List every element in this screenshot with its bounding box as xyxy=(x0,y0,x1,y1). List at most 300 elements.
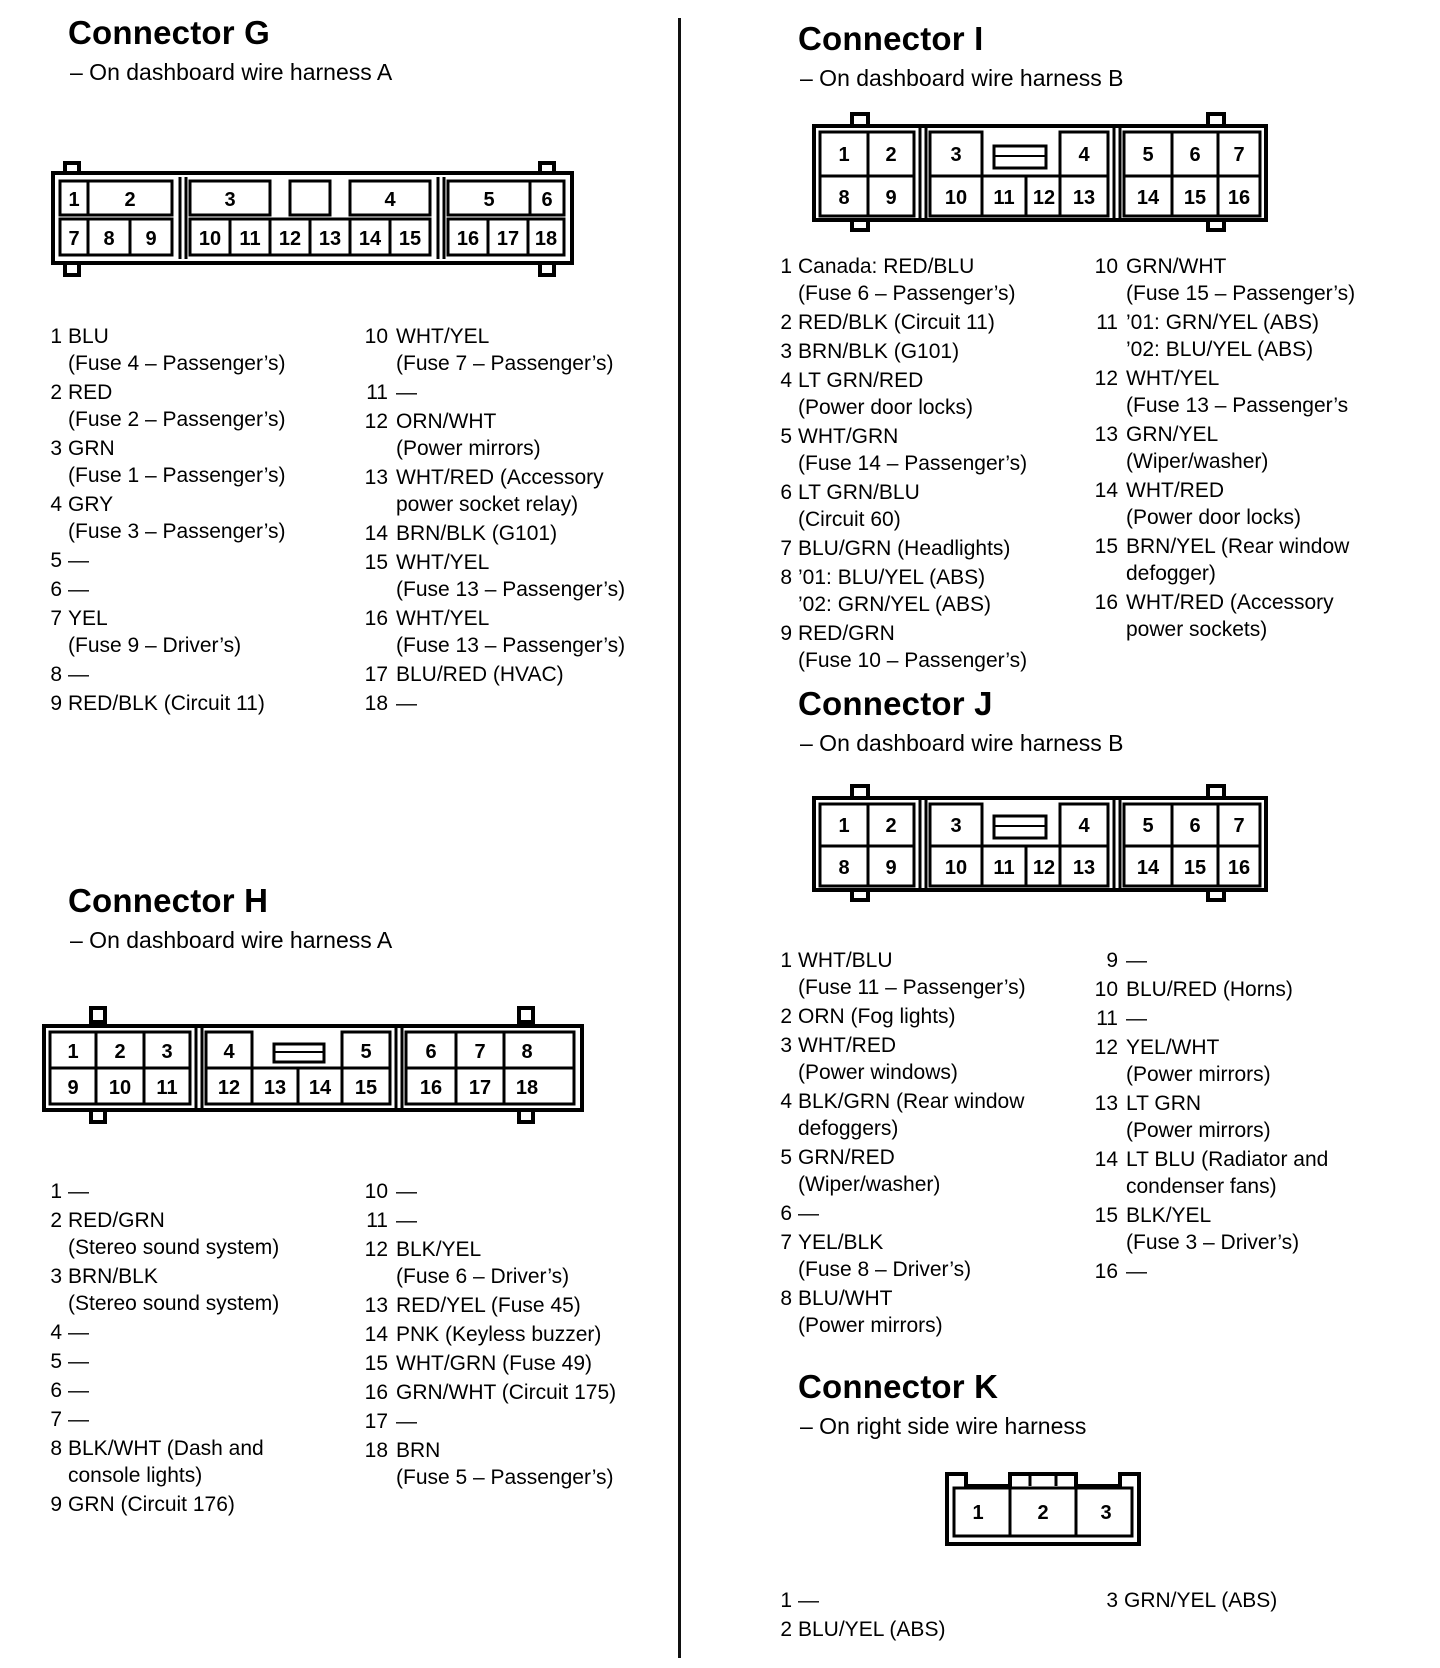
connector-i-diagram xyxy=(810,114,1270,234)
pin-number: 1 xyxy=(780,255,792,278)
pin-description: LT GRN/BLU (Circuit 60) xyxy=(798,481,920,531)
pin-entry xyxy=(44,690,286,717)
pin-description: — xyxy=(1126,949,1147,972)
connector-g-subtitle: – On dashboard wire harness A xyxy=(70,59,393,85)
pin-description: WHT/GRN (Fuse 49) xyxy=(396,1352,593,1375)
pin-entry xyxy=(1092,947,1328,974)
pin-entry xyxy=(362,408,625,462)
diagram-pin: 3 xyxy=(950,144,962,166)
pin-number: 14 xyxy=(1094,1148,1118,1171)
pin-entry xyxy=(1092,1005,1328,1032)
pin-entry xyxy=(44,1377,279,1404)
pin-number: 1 xyxy=(780,949,792,972)
pin-entry xyxy=(362,1292,616,1319)
pin-number: 4 xyxy=(780,369,792,392)
pin-number: 12 xyxy=(1094,367,1118,390)
diagram-pin: 3 xyxy=(224,189,236,211)
pin-number: 6 xyxy=(50,1379,62,1402)
diagram-pin: 2 xyxy=(1037,1502,1049,1524)
pin-description: WHT/YEL (Fuse 13 – Passenger’s xyxy=(1126,367,1349,417)
pin-description: ORN/WHT (Power mirrors) xyxy=(396,410,541,460)
pin-entry xyxy=(362,1408,616,1435)
diagram-pin: 7 xyxy=(1233,815,1245,837)
pin-description: WHT/RED (Power windows) xyxy=(798,1034,958,1084)
pin-description: WHT/YEL (Fuse 13 – Passenger’s) xyxy=(396,607,626,657)
pin-entry xyxy=(774,947,1026,1001)
pin-description: WHT/RED (Accessory power sockets) xyxy=(1126,591,1334,641)
connector-i-header xyxy=(798,20,1123,92)
pin-description: Canada: RED/BLU (Fuse 6 – Passenger’s) xyxy=(798,255,1016,305)
pin-number: 10 xyxy=(364,325,388,348)
diagram-pin: 12 xyxy=(1032,857,1056,879)
diagram-pin: 5 xyxy=(1142,144,1154,166)
pin-entry xyxy=(1092,1090,1328,1144)
diagram-pin: 12 xyxy=(278,228,302,250)
connector-i-list-right xyxy=(1092,253,1355,645)
pin-number: 1 xyxy=(50,325,62,348)
pin-entry xyxy=(774,535,1027,562)
pin-number: 3 xyxy=(780,1034,792,1057)
diagram-pin: 18 xyxy=(534,228,558,250)
pin-entry xyxy=(44,1319,279,1346)
pin-description: RED (Fuse 2 – Passenger’s) xyxy=(68,381,286,431)
pin-entry xyxy=(44,1435,279,1489)
pin-entry xyxy=(1092,309,1355,363)
diagram-pin: 10 xyxy=(108,1077,132,1099)
connector-j-svg xyxy=(810,786,1270,906)
pin-number: 13 xyxy=(364,1294,388,1317)
diagram-pin: 14 xyxy=(358,228,382,250)
diagram-pin: 7 xyxy=(68,228,80,250)
pin-description: — xyxy=(68,1408,89,1431)
connector-i-list-left xyxy=(774,253,1027,676)
pin-number: 14 xyxy=(364,1323,388,1346)
pin-number: 11 xyxy=(1096,1007,1118,1030)
connector-k-list-left xyxy=(774,1587,945,1645)
connector-h-diagram xyxy=(42,1008,587,1126)
diagram-pin: 1 xyxy=(838,144,850,166)
diagram-pin: 2 xyxy=(885,144,897,166)
connector-g-title: Connector G xyxy=(68,14,271,51)
diagram-pin: 11 xyxy=(993,187,1015,209)
pin-entry xyxy=(1092,589,1355,643)
diagram-pin: 3 xyxy=(1100,1502,1112,1524)
diagram-pin: 17 xyxy=(496,228,520,250)
pin-description: WHT/YEL (Fuse 7 – Passenger’s) xyxy=(396,325,614,375)
connector-h-list-right xyxy=(362,1178,616,1493)
diagram-pin: 10 xyxy=(944,857,968,879)
pin-number: 4 xyxy=(50,1321,62,1344)
pin-entry xyxy=(362,520,625,547)
pin-number: 11 xyxy=(366,381,388,404)
pin-description: — xyxy=(396,1180,417,1203)
pin-number: 15 xyxy=(364,1352,388,1375)
connector-h-header xyxy=(68,882,392,954)
pin-description: — xyxy=(68,549,89,572)
pin-description: BLK/WHT (Dash and console lights) xyxy=(68,1437,264,1487)
pin-description: RED/BLK (Circuit 11) xyxy=(798,311,995,334)
diagram-pin: 13 xyxy=(1072,857,1096,879)
pin-number: 12 xyxy=(1094,1036,1118,1059)
pin-number: 9 xyxy=(780,622,792,645)
pin-entry xyxy=(44,1491,279,1518)
pin-description: GRY (Fuse 3 – Passenger’s) xyxy=(68,493,286,543)
pin-description: WHT/RED (Power door locks) xyxy=(1126,479,1302,529)
pin-number: 8 xyxy=(780,1287,792,1310)
diagram-pin: 4 xyxy=(1078,144,1090,166)
pin-entry xyxy=(44,1207,279,1261)
diagram-pin: 13 xyxy=(318,228,342,250)
pin-entry xyxy=(1092,253,1355,307)
pin-entry xyxy=(774,1200,1026,1227)
pin-number: 12 xyxy=(364,410,388,433)
pin-entry xyxy=(774,1032,1026,1086)
pin-number: 7 xyxy=(50,607,62,630)
pin-description: GRN/YEL (Wiper/washer) xyxy=(1126,423,1269,473)
pin-description: GRN (Fuse 1 – Passenger’s) xyxy=(68,437,286,487)
pin-entry xyxy=(362,379,625,406)
connector-g-svg xyxy=(50,163,575,278)
connector-g-header xyxy=(68,14,392,86)
pin-number: 11 xyxy=(1096,311,1118,334)
connector-k-svg xyxy=(944,1470,1144,1550)
pin-number: 5 xyxy=(50,549,62,572)
pin-entry xyxy=(1092,421,1355,475)
pin-description: WHT/GRN (Fuse 14 – Passenger’s) xyxy=(798,425,1028,475)
diagram-pin: 10 xyxy=(198,228,222,250)
diagram-pin: 15 xyxy=(354,1077,378,1099)
pin-number: 11 xyxy=(366,1209,388,1232)
connector-h-svg xyxy=(42,1008,587,1126)
pin-description: GRN/WHT (Fuse 15 – Passenger’s) xyxy=(1126,255,1356,305)
pin-number: 8 xyxy=(50,663,62,686)
diagram-pin: 9 xyxy=(67,1077,79,1099)
pin-description: YEL/BLK (Fuse 8 – Driver’s) xyxy=(798,1231,972,1281)
connector-j-title: Connector J xyxy=(798,685,993,722)
pin-number: 8 xyxy=(50,1437,62,1460)
pin-number: 10 xyxy=(1094,255,1118,278)
pin-entry xyxy=(362,1236,616,1290)
pin-entry xyxy=(774,309,1027,336)
pin-number: 18 xyxy=(364,1439,388,1462)
connector-j-list-left xyxy=(774,947,1026,1341)
pin-description: WHT/BLU (Fuse 11 – Passenger’s) xyxy=(798,949,1026,999)
pin-description: ’01: BLU/YEL (ABS) ’02: GRN/YEL (ABS) xyxy=(798,566,991,616)
diagram-pin: 3 xyxy=(950,815,962,837)
pin-description: BLU/GRN (Headlights) xyxy=(798,537,1011,560)
diagram-pin: 18 xyxy=(515,1077,539,1099)
diagram-pin: 15 xyxy=(1183,857,1207,879)
connector-h-list-left xyxy=(44,1178,279,1520)
pin-number: 14 xyxy=(1094,479,1118,502)
pin-description: YEL/WHT (Power mirrors) xyxy=(1126,1036,1271,1086)
diagram-pin: 16 xyxy=(1227,187,1251,209)
pin-description: — xyxy=(396,1410,417,1433)
pin-description: BLU/WHT (Power mirrors) xyxy=(798,1287,943,1337)
diagram-pin: 8 xyxy=(103,228,115,250)
diagram-pin: 10 xyxy=(944,187,968,209)
pin-number: 7 xyxy=(780,537,792,560)
pin-entry xyxy=(44,323,286,377)
pin-number: 16 xyxy=(1094,591,1118,614)
diagram-pin: 7 xyxy=(474,1041,486,1063)
pin-number: 2 xyxy=(50,381,62,404)
pin-number: 2 xyxy=(780,1005,792,1028)
pin-entry xyxy=(44,661,286,688)
diagram-pin: 2 xyxy=(114,1041,126,1063)
connector-k-header xyxy=(798,1368,1086,1440)
pin-description: RED/GRN (Stereo sound system) xyxy=(68,1209,280,1259)
pin-description: BLK/YEL (Fuse 6 – Driver’s) xyxy=(396,1238,570,1288)
pin-description: BLU/YEL (ABS) xyxy=(798,1618,946,1641)
diagram-pin: 4 xyxy=(223,1041,235,1063)
diagram-pin: 8 xyxy=(838,187,850,209)
connector-k-subtitle: – On right side wire harness xyxy=(800,1413,1087,1439)
pin-entry xyxy=(1092,976,1328,1003)
connector-h-title: Connector H xyxy=(68,882,269,919)
pin-description: BRN/BLK (G101) xyxy=(396,522,558,545)
pin-number: 2 xyxy=(780,311,792,334)
pin-number: 6 xyxy=(780,481,792,504)
pin-number: 2 xyxy=(50,1209,62,1232)
connector-i-title: Connector I xyxy=(798,20,984,57)
connector-g-list-right xyxy=(362,323,625,719)
pin-number: 1 xyxy=(50,1180,62,1203)
pin-entry xyxy=(1092,477,1355,531)
pin-entry xyxy=(44,1348,279,1375)
pin-number: 6 xyxy=(50,578,62,601)
pin-entry xyxy=(362,323,625,377)
pin-description: ’01: GRN/YEL (ABS) ’02: BLU/YEL (ABS) xyxy=(1126,311,1319,361)
pin-entry xyxy=(774,423,1027,477)
pin-number: 6 xyxy=(780,1202,792,1225)
pin-description: — xyxy=(798,1589,819,1612)
pin-number: 17 xyxy=(364,663,388,686)
diagram-pin: 5 xyxy=(1142,815,1154,837)
pin-description: RED/BLK (Circuit 11) xyxy=(68,692,265,715)
pin-entry xyxy=(44,379,286,433)
pin-description: BRN (Fuse 5 – Passenger’s) xyxy=(396,1439,614,1489)
connector-g-list-left xyxy=(44,323,286,719)
pin-description: BRN/YEL (Rear window defogger) xyxy=(1126,535,1350,585)
pin-number: 13 xyxy=(364,466,388,489)
diagram-pin: 8 xyxy=(838,857,850,879)
pin-entry xyxy=(774,1144,1026,1198)
diagram-pin: 6 xyxy=(1189,815,1201,837)
pin-number: 8 xyxy=(780,566,792,589)
diagram-pin: 6 xyxy=(1189,144,1201,166)
pin-description: BLK/YEL (Fuse 3 – Driver’s) xyxy=(1126,1204,1300,1254)
pin-number: 3 xyxy=(50,1265,62,1288)
diagram-pin: 1 xyxy=(68,189,80,211)
pin-description: YEL (Fuse 9 – Driver’s) xyxy=(68,607,242,657)
pin-entry xyxy=(774,367,1027,421)
pin-description: BRN/BLK (Stereo sound system) xyxy=(68,1265,280,1315)
pin-description: WHT/RED (Accessory power socket relay) xyxy=(396,466,604,516)
connector-j-subtitle: – On dashboard wire harness B xyxy=(800,730,1124,756)
pin-description: — xyxy=(68,663,89,686)
pin-entry xyxy=(362,549,625,603)
diagram-pin: 11 xyxy=(239,228,261,250)
pin-number: 17 xyxy=(364,1410,388,1433)
diagram-pin: 14 xyxy=(1136,857,1160,879)
pin-description: — xyxy=(798,1202,819,1225)
connector-i-svg xyxy=(810,114,1270,234)
pin-entry xyxy=(362,464,625,518)
diagram-pin: 4 xyxy=(384,189,396,211)
diagram-pin: 12 xyxy=(1032,187,1056,209)
diagram-pin: 14 xyxy=(308,1077,332,1099)
pin-description: GRN (Circuit 176) xyxy=(68,1493,235,1516)
pin-description: GRN/WHT (Circuit 175) xyxy=(396,1381,617,1404)
pin-entry xyxy=(44,605,286,659)
pin-description: — xyxy=(1126,1007,1147,1030)
pin-number: 14 xyxy=(364,522,388,545)
pin-number: 5 xyxy=(780,1146,792,1169)
pin-description: BLU (Fuse 4 – Passenger’s) xyxy=(68,325,286,375)
pin-description: RED/YEL (Fuse 45) xyxy=(396,1294,581,1317)
pin-entry xyxy=(774,1229,1026,1283)
connector-g-diagram xyxy=(50,163,575,278)
diagram-pin: 9 xyxy=(145,228,157,250)
connector-h-subtitle: – On dashboard wire harness A xyxy=(70,927,393,953)
diagram-pin: 12 xyxy=(217,1077,241,1099)
pin-description: — xyxy=(68,1379,89,1402)
connector-j-list-right xyxy=(1092,947,1328,1287)
diagram-pin: 16 xyxy=(456,228,480,250)
pin-entry xyxy=(44,576,286,603)
pin-description: LT BLU (Radiator and condenser fans) xyxy=(1126,1148,1329,1198)
pin-entry xyxy=(362,605,625,659)
pin-description: — xyxy=(396,381,417,404)
pin-number: 12 xyxy=(364,1238,388,1261)
diagram-pin: 14 xyxy=(1136,187,1160,209)
pin-entry xyxy=(774,1587,945,1614)
pin-entry xyxy=(774,1616,945,1643)
pin-number: 18 xyxy=(364,692,388,715)
pin-number: 3 xyxy=(1106,1589,1118,1612)
pin-entry xyxy=(1100,1587,1277,1614)
diagram-pin: 13 xyxy=(1072,187,1096,209)
connector-k-title: Connector K xyxy=(798,1368,999,1405)
pin-description: — xyxy=(68,1350,89,1373)
pin-entry xyxy=(44,1406,279,1433)
pin-number: 7 xyxy=(50,1408,62,1431)
connector-j-header xyxy=(798,685,1123,757)
pin-description: WHT/YEL (Fuse 13 – Passenger’s) xyxy=(396,551,626,601)
diagram-pin: 15 xyxy=(398,228,422,250)
diagram-pin: 1 xyxy=(838,815,850,837)
pin-entry xyxy=(362,1379,616,1406)
pin-number: 5 xyxy=(50,1350,62,1373)
pin-entry xyxy=(362,1350,616,1377)
pin-number: 13 xyxy=(1094,1092,1118,1115)
pin-description: — xyxy=(68,1180,89,1203)
pin-entry xyxy=(774,564,1027,618)
pin-entry xyxy=(774,479,1027,533)
pin-number: 3 xyxy=(50,437,62,460)
diagram-pin: 11 xyxy=(993,857,1015,879)
pin-number: 13 xyxy=(1094,423,1118,446)
pin-number: 7 xyxy=(780,1231,792,1254)
pin-entry xyxy=(774,1088,1026,1142)
pin-number: 5 xyxy=(780,425,792,448)
diagram-pin: 5 xyxy=(360,1041,372,1063)
connector-k-list-right xyxy=(1100,1587,1277,1616)
pin-number: 16 xyxy=(1094,1260,1118,1283)
pin-entry xyxy=(44,491,286,545)
pin-description: LT GRN/RED (Power door locks) xyxy=(798,369,974,419)
pin-description: LT GRN (Power mirrors) xyxy=(1126,1092,1271,1142)
pin-description: — xyxy=(396,692,417,715)
pin-entry xyxy=(1092,1034,1328,1088)
pin-description: — xyxy=(1126,1260,1147,1283)
pin-entry xyxy=(362,1437,616,1491)
diagram-pin: 13 xyxy=(263,1077,287,1099)
pin-entry xyxy=(774,338,1027,365)
pin-number: 15 xyxy=(1094,535,1118,558)
diagram-pin: 3 xyxy=(161,1041,173,1063)
diagram-pin: 11 xyxy=(156,1077,178,1099)
pin-entry xyxy=(774,620,1027,674)
diagram-pin: 8 xyxy=(521,1041,533,1063)
connector-i-subtitle: – On dashboard wire harness B xyxy=(800,65,1124,91)
pin-entry xyxy=(44,1178,279,1205)
pin-number: 9 xyxy=(1106,949,1118,972)
pin-entry xyxy=(362,1207,616,1234)
pin-entry xyxy=(1092,1202,1328,1256)
diagram-pin: 9 xyxy=(885,187,897,209)
diagram-pin: 5 xyxy=(483,189,495,211)
diagram-pin: 17 xyxy=(468,1077,492,1099)
connector-j-diagram xyxy=(810,786,1270,906)
pin-number: 9 xyxy=(50,1493,62,1516)
diagram-pin: 1 xyxy=(67,1041,79,1063)
pin-number: 10 xyxy=(364,1180,388,1203)
pin-entry xyxy=(44,435,286,489)
diagram-pin: 1 xyxy=(972,1502,984,1524)
pin-description: GRN/RED (Wiper/washer) xyxy=(798,1146,941,1196)
pin-number: 16 xyxy=(364,1381,388,1404)
diagram-pin: 2 xyxy=(124,189,136,211)
pin-number: 15 xyxy=(1094,1204,1118,1227)
pin-number: 10 xyxy=(1094,978,1118,1001)
diagram-pin: 16 xyxy=(419,1077,443,1099)
pin-entry xyxy=(362,1178,616,1205)
diagram-pin: 6 xyxy=(425,1041,437,1063)
pin-description: — xyxy=(68,578,89,601)
diagram-pin: 6 xyxy=(541,189,553,211)
pin-description: GRN/YEL (ABS) xyxy=(1124,1589,1278,1612)
diagram-pin: 4 xyxy=(1078,815,1090,837)
column-divider xyxy=(678,18,681,1658)
pin-description: BRN/BLK (G101) xyxy=(798,340,960,363)
pin-description: BLU/RED (Horns) xyxy=(1126,978,1293,1001)
pin-entry xyxy=(1092,1258,1328,1285)
pin-description: — xyxy=(396,1209,417,1232)
pin-description: ORN (Fog lights) xyxy=(798,1005,956,1028)
diagram-pin: 16 xyxy=(1227,857,1251,879)
pin-entry xyxy=(362,690,625,717)
diagram-pin: 7 xyxy=(1233,144,1245,166)
pin-entry xyxy=(1092,365,1355,419)
pin-entry xyxy=(774,1285,1026,1339)
pin-number: 15 xyxy=(364,551,388,574)
diagram-pin: 9 xyxy=(885,857,897,879)
pin-entry xyxy=(362,661,625,688)
pin-description: PNK (Keyless buzzer) xyxy=(396,1323,602,1346)
pin-number: 9 xyxy=(50,692,62,715)
